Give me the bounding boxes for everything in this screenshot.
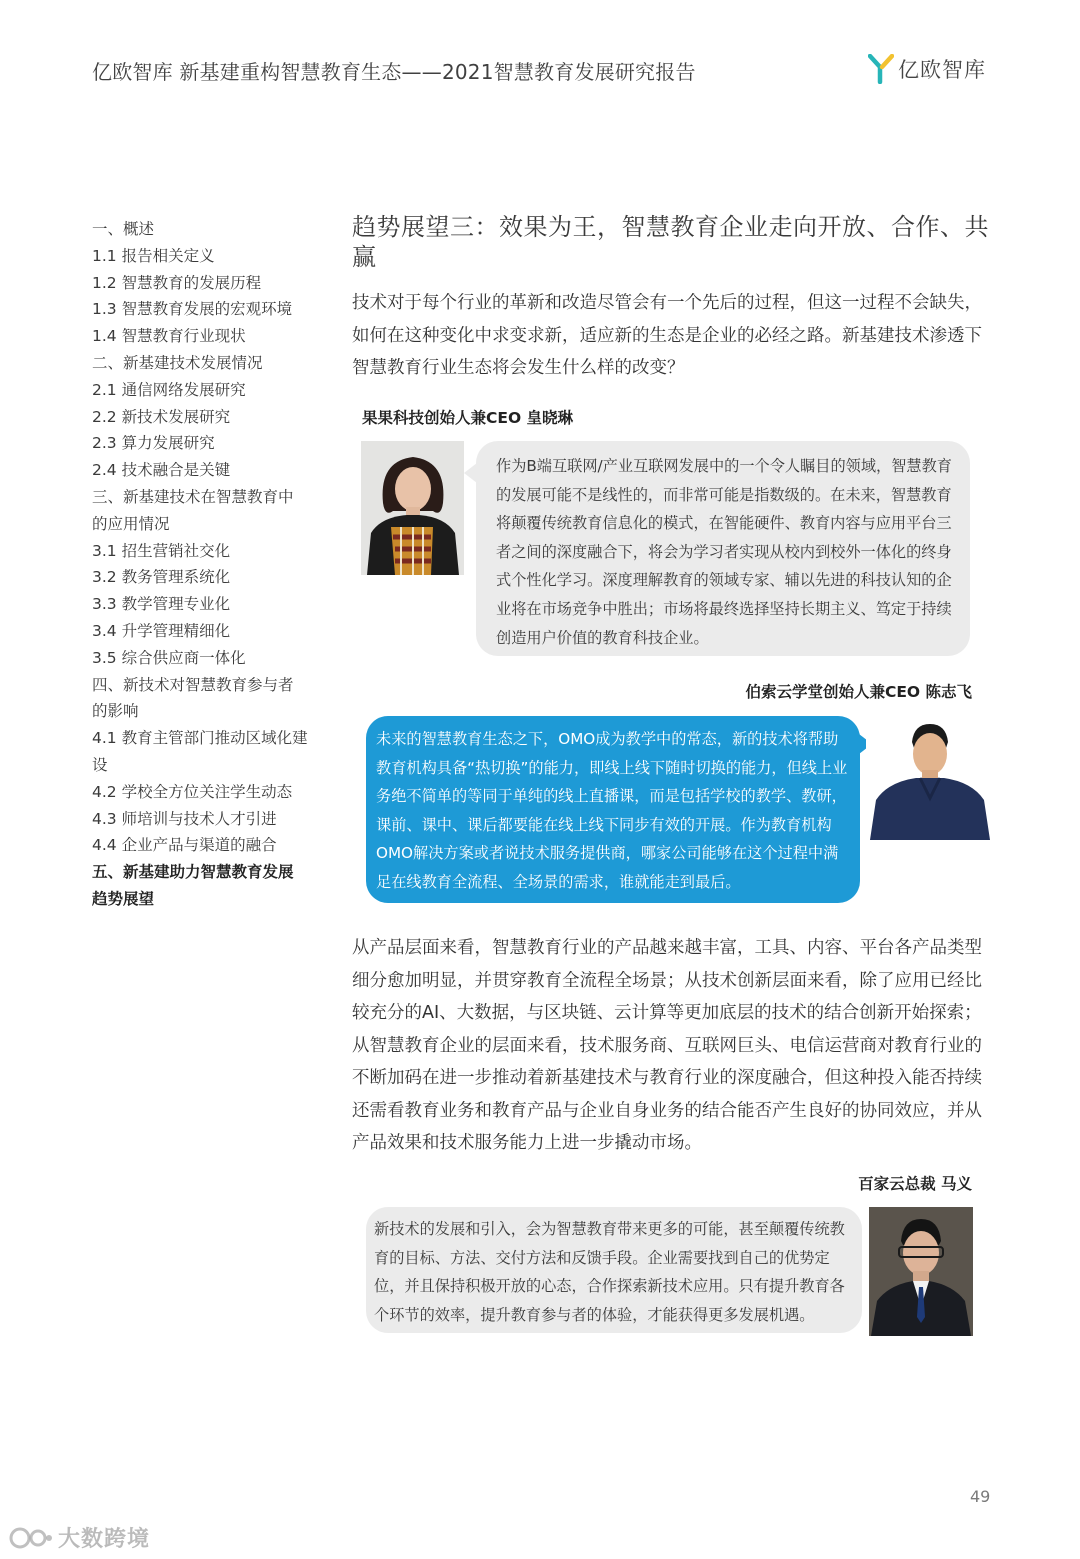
- portrait-man-icon: [866, 714, 993, 840]
- toc-item[interactable]: 的影响: [92, 702, 139, 721]
- toc-item[interactable]: 1.1 报告相关定义: [92, 246, 215, 265]
- toc-item[interactable]: 三、新基建技术在智慧教育中: [92, 487, 294, 506]
- toc-item[interactable]: 3.4 升学管理精细化: [92, 621, 231, 640]
- toc-item[interactable]: 设: [92, 755, 108, 774]
- speaker-name-3: 百家云总裁 马义: [858, 1175, 972, 1193]
- toc-item[interactable]: 2.4 技术融合是关键: [92, 461, 231, 480]
- toc-item[interactable]: 3.1 招生营销社交化: [92, 541, 231, 560]
- toc-item[interactable]: 1.2 智慧教育的发展历程: [92, 273, 262, 292]
- table-of-contents: [92, 216, 314, 913]
- section-title: 趋势展望三：效果为王，智慧教育企业走向开放、合作、共赢: [352, 213, 989, 271]
- portrait-woman-icon: [361, 441, 464, 575]
- toc-item[interactable]: 3.5 综合供应商一体化: [92, 648, 246, 667]
- toc-item[interactable]: 四、新技术对智慧教育参与者: [92, 675, 294, 694]
- toc-item[interactable]: 4.3 师培训与技术人才引进: [92, 809, 277, 828]
- watermark: [8, 1522, 150, 1553]
- body-paragraph: 从产品层面来看，智慧教育行业的产品越来越丰富，工具、内容、平台各产品类型细分愈加明显，并贯穿教育全流程全场景；从技术创新层面来看，除了应用已经比较充分的AI、大数据，与区块链、云计算等更加底层的技术的结合创新开始探索；从智慧教育企业的层面来看，技术服务商、互联网巨头、电信运营商对教育行业的不断加码在进一步推动着新基建技术与教育行业的深度融合，但这种投入能否持续还需看教育业务和教育产品与企业自身业务的结合能否产生良好的协同效应，并从产品效果和技术服务能力上进一步撬动市场。: [352, 938, 982, 1153]
- toc-item-current[interactable]: 五、新基建助力智慧教育发展: [92, 863, 294, 882]
- toc-item[interactable]: 2.2 新技术发展研究: [92, 407, 231, 426]
- logo-text: 亿欧智库: [898, 58, 986, 82]
- speaker-name-1: 果果科技创始人兼CEO 皇晓琳: [362, 409, 574, 427]
- toc-item[interactable]: 3.3 教学管理专业化: [92, 595, 231, 614]
- toc-item[interactable]: 3.2 教务管理系统化: [92, 568, 231, 587]
- report-header-title: 亿欧智库 新基建重构智慧教育生态——2021智慧教育发展研究报告: [92, 60, 696, 84]
- yiou-logo-icon: [868, 54, 894, 84]
- intro-paragraph: 技术对于每个行业的革新和改造尽管会有一个先后的过程，但这一过程不会缺失，如何在这种变化中求变求新，适应新的生态是企业的必经之路。新基建技术渗透下智慧教育行业生态将会发生什么样的改变？: [352, 293, 982, 378]
- watermark-logo-icon: [8, 1524, 54, 1552]
- toc-item-current[interactable]: 趋势展望: [92, 889, 155, 908]
- page-number: 49: [970, 1487, 991, 1506]
- toc-item[interactable]: 2.3 算力发展研究: [92, 434, 215, 453]
- speaker-photo-1: [361, 441, 464, 575]
- speaker-photo-2: [866, 714, 993, 840]
- toc-item[interactable]: 2.1 通信网络发展研究: [92, 380, 246, 399]
- speaker-photo-3: [869, 1207, 973, 1336]
- portrait-man-suit-icon: [869, 1207, 973, 1336]
- watermark-text: 大数跨境: [58, 1527, 151, 1552]
- quote-bubble-3: 新技术的发展和引入，会为智慧教育带来更多的可能，甚至颠覆传统教育的目标、方法、交付方法和反馈手段。企业需要找到自己的优势定位，并且保持积极开放的心态，合作探索新技术应用。只有提升教育各个环节的效率，提升教育参与者的体验，才能获得更多发展机遇。: [366, 1207, 862, 1333]
- toc-item[interactable]: 二、新基建技术发展情况: [92, 353, 263, 372]
- toc-item[interactable]: 1.4 智慧教育行业现状: [92, 327, 246, 346]
- yiou-logo: [868, 54, 986, 84]
- toc-item[interactable]: 4.4 企业产品与渠道的融合: [92, 836, 277, 855]
- toc-item[interactable]: 1.3 智慧教育发展的宏观环境: [92, 300, 293, 319]
- quote-bubble-1: 作为B端互联网/产业互联网发展中的一个令人瞩目的领域，智慧教育的发展可能不是线性的，而非常可能是指数级的。在未来，智慧教育将颠覆传统教育信息化的模式，在智能硬件、教育内容与应用平台三者之间的深度融合下，将会为学习者实现从校内到校外一体化的终身式个性化学习。深度理解教育的领域专家、辅以先进的科技认知的企业将在市场竞争中胜出；市场将最终选择坚持长期主义、笃定于持续创造用户价值的教育科技企业。: [476, 441, 970, 656]
- toc-item[interactable]: 的应用情况: [92, 514, 170, 533]
- speaker-name-2: 伯索云学堂创始人兼CEO 陈志飞: [745, 683, 972, 701]
- toc-item[interactable]: 4.1 教育主管部门推动区域化建: [92, 729, 308, 748]
- toc-item[interactable]: 4.2 学校全方位关注学生动态: [92, 782, 293, 801]
- quote-bubble-2: 未来的智慧教育生态之下，OMO成为教学中的常态，新的技术将帮助教育机构具备“热切换”的能力，即线上线下随时切换的能力，但线上业务绝不简单的等同于单纯的线上直播课，而是包括学校的教学、教研，课前、课中、课后都要能在线上线下同步有效的开展。作为教育机构OMO解决方案或者说技术服务提供商，哪家公司能够在这个过程中满足在线教育全流程、全场景的需求，谁就能走到最后。: [366, 716, 860, 903]
- toc-item[interactable]: 一、概述: [92, 220, 155, 238]
